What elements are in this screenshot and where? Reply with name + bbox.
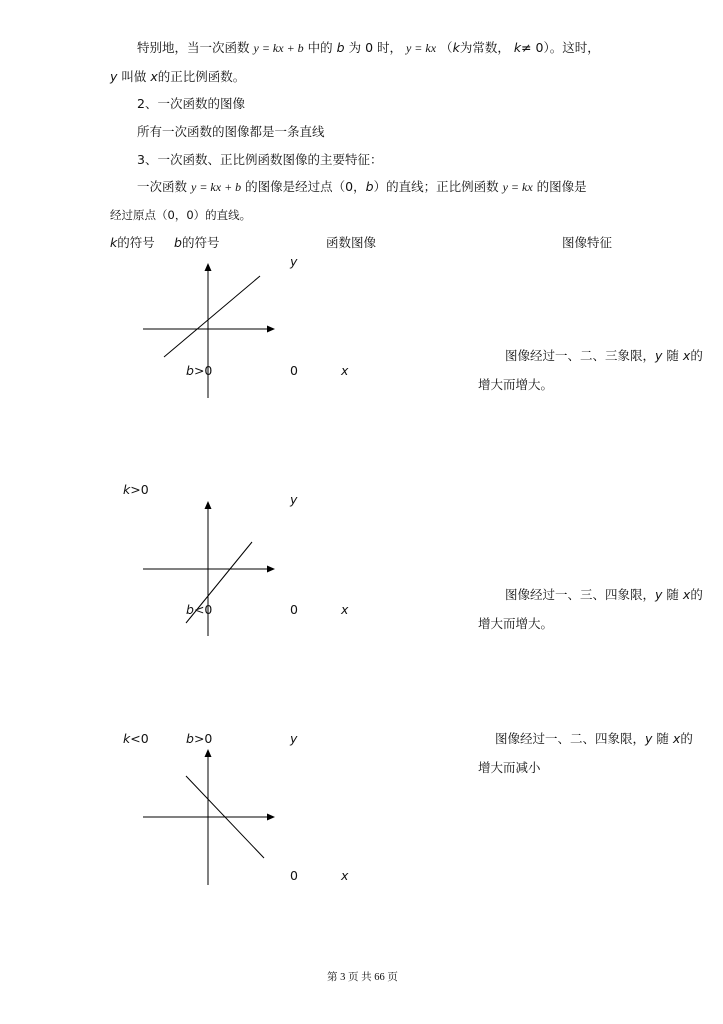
page-footer: 第 3 页 共 66 页 <box>327 972 398 983</box>
row2-x-label: x <box>341 602 349 617</box>
formula-linear: y = kx + b <box>253 41 304 55</box>
formula-linear: y = kx + b <box>191 180 242 194</box>
header-k-sign: k的符号 <box>110 235 155 250</box>
header-graph: 函数图像 <box>326 235 377 250</box>
row3-k-cond: k<0 <box>123 731 149 746</box>
header-b-sign: b的符号 <box>174 235 220 250</box>
row2-b-cond: b<0 <box>186 602 213 617</box>
row1-feature-line2: 增大而增大。 <box>478 377 554 392</box>
row3-x-axis <box>143 814 275 821</box>
row1-origin-label: 0 <box>290 363 298 378</box>
section3-line1: 一次函数 y = kx + b 的图像是经过点（0，b）的直线；正比例函数 y = kx 的图像是 <box>137 179 587 194</box>
row2-feature-line2: 增大而增大。 <box>478 616 554 631</box>
row1-b-cond: b>0 <box>186 363 213 378</box>
row1-x-label: x <box>341 363 349 378</box>
section2-body: 所有一次函数的图像都是一条直线 <box>137 124 325 139</box>
row3-b-cond: b>0 <box>186 731 213 746</box>
row2-feature-line1: 图像经过一、三、四象限，y 随 x的 <box>505 587 703 602</box>
row1-feature-line1: 图像经过一、二、三象限，y 随 x的 <box>505 348 703 363</box>
row2-origin-label: 0 <box>290 602 298 617</box>
formula-proportional: y = kx <box>405 41 437 55</box>
page-number: 3 <box>340 972 346 983</box>
section2-heading: 2、一次函数的图像 <box>137 96 245 111</box>
page-total: 66 <box>374 972 385 983</box>
row2-k-cond: k>0 <box>123 482 149 497</box>
row2-y-label: y <box>290 492 298 507</box>
row3-feature-line2: 增大而减小 <box>478 760 541 775</box>
row3-feature-line1: 图像经过一、二、四象限，y 随 x的 <box>495 731 693 746</box>
row3-origin-label: 0 <box>290 868 298 883</box>
para1-line1: 特别地，当一次函数 y = kx + b 中的 b 为 0 时， y = kx （k为常数， k≠ 0）。这时， <box>137 40 600 55</box>
section3-line2: 经过原点（0，0）的直线。 <box>110 208 252 222</box>
row3-x-label: x <box>341 868 349 883</box>
para1-line2: y 叫做 x的正比例函数。 <box>110 69 246 84</box>
header-feature: 图像特征 <box>562 235 613 250</box>
row1-y-label: y <box>290 254 298 269</box>
row3-y-label: y <box>290 731 298 746</box>
formula-proportional: y = kx <box>502 180 533 194</box>
section3-heading: 3、一次函数、正比例函数图像的主要特征： <box>137 152 383 167</box>
